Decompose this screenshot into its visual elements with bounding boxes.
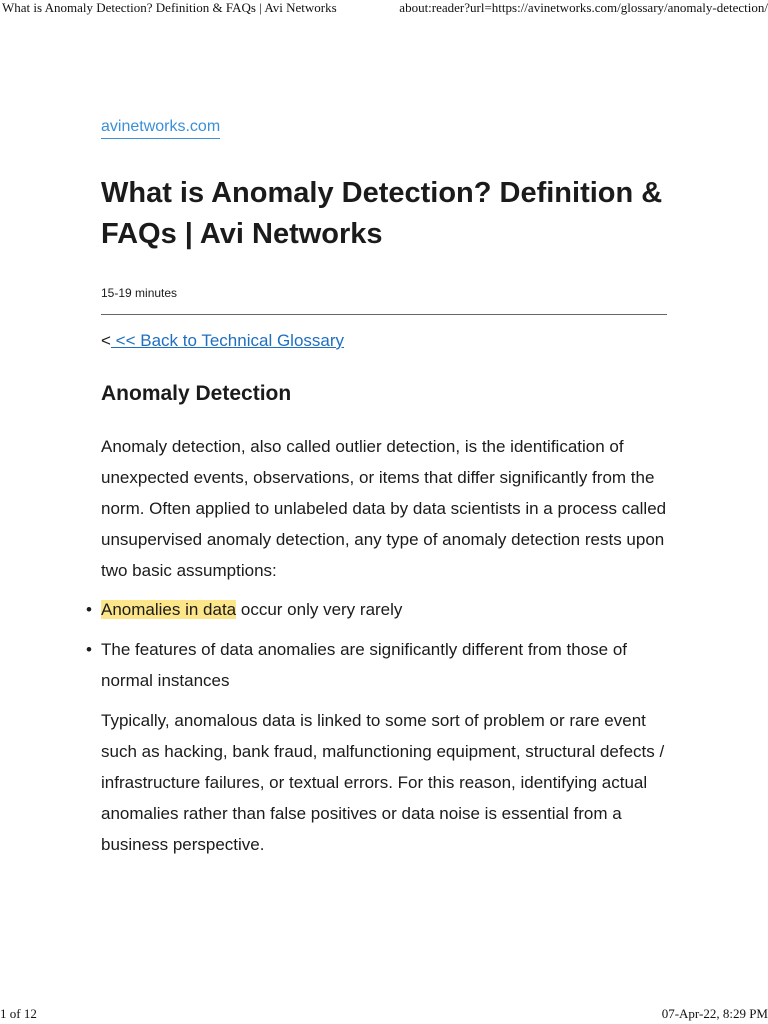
bullet-icon: • bbox=[86, 640, 92, 659]
header-divider bbox=[101, 314, 667, 315]
intro-paragraph: Anomaly detection, also called outlier detection, is the identification of unexpected events, observations, or items that differ significantly from the norm. Often applied to unlabeled data by data scientists in a process called unsupervised anomaly detection, any type of anomaly detection rests upon two basic assumptions: bbox=[101, 437, 667, 580]
print-header-url: about:reader?url=https://avinetworks.com/glossary/anomaly-detection/ bbox=[399, 0, 768, 15]
back-prefix: < bbox=[101, 331, 111, 350]
list-item-text: The features of data anomalies are significantly different from those of normal instances bbox=[101, 640, 628, 690]
list-item bbox=[86, 634, 667, 696]
page-number: 1 of 12 bbox=[0, 1006, 37, 1021]
back-to-glossary-link[interactable]: << Back to Technical Glossary bbox=[110, 331, 345, 350]
section-heading: Anomaly Detection bbox=[101, 382, 292, 405]
assumptions-list bbox=[86, 594, 667, 696]
list-item-text: occur only very rarely bbox=[236, 600, 403, 619]
list-item bbox=[86, 594, 667, 625]
reader-article bbox=[86, 116, 667, 860]
highlighted-text: Anomalies in data bbox=[101, 600, 237, 619]
page-title: What is Anomaly Detection? Definition & FAQs | Avi Networks bbox=[101, 177, 663, 250]
body-paragraph: Typically, anomalous data is linked to some sort of problem or rare event such as hacking, bank fraud, malfunctioning equipment, structural defects / infrastructure failures, or textual errors. For this reason, identifying actual anomalies rather than false positives or data noise is essential from a business perspective. bbox=[101, 711, 665, 854]
source-domain-link[interactable]: avinetworks.com bbox=[101, 116, 220, 139]
bullet-icon: • bbox=[86, 600, 92, 619]
print-header-title: What is Anomaly Detection? Definition & FAQs | Avi Networks bbox=[2, 0, 337, 15]
print-header bbox=[0, 0, 768, 20]
reading-time: 15-19 minutes bbox=[101, 286, 178, 300]
print-datetime: 07-Apr-22, 8:29 PM bbox=[661, 1006, 768, 1021]
back-line bbox=[101, 329, 667, 353]
print-footer bbox=[0, 1006, 768, 1024]
